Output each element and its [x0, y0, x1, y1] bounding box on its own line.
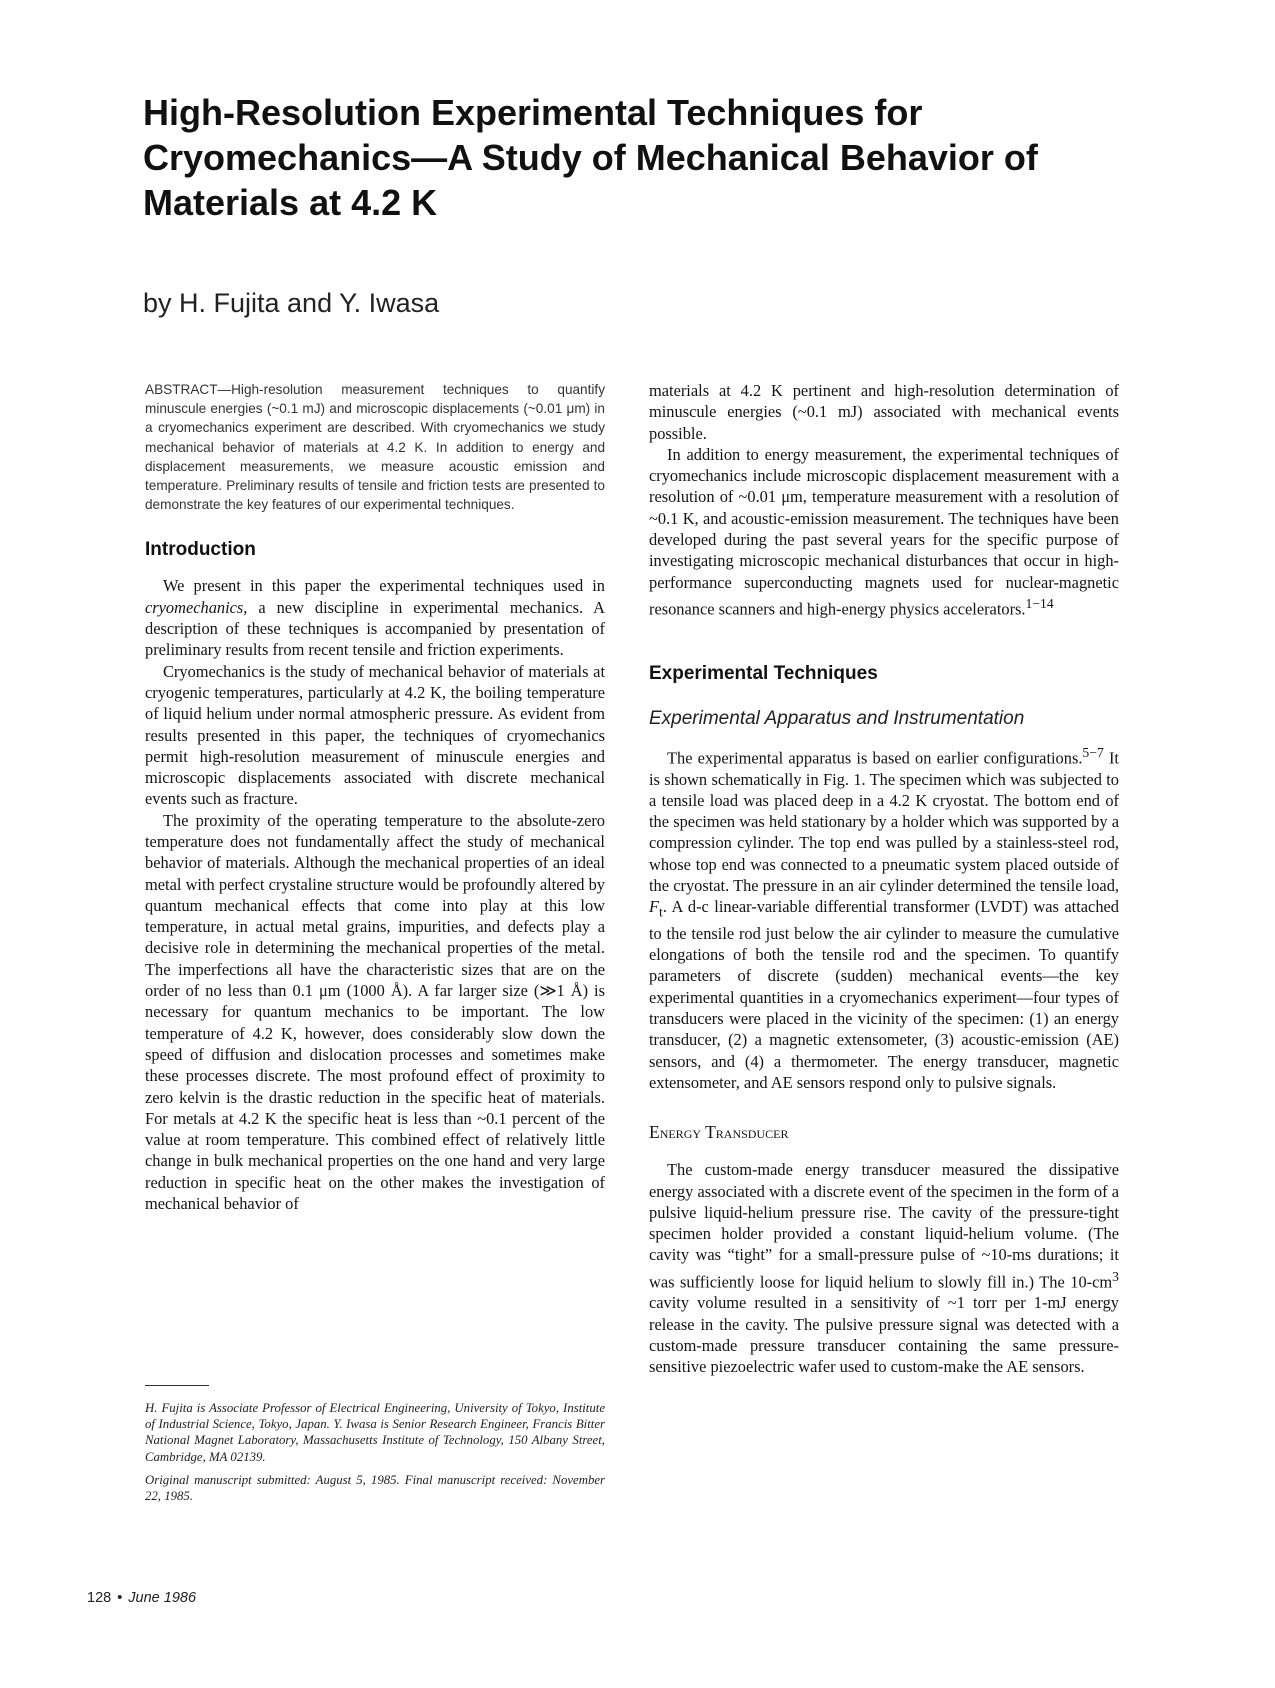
introduction-heading: Introduction — [145, 539, 256, 561]
manuscript-dates-note: Original manuscript submitted: August 5, 1985. Final manuscript received: November 22, 1985. — [145, 1472, 605, 1504]
intro-paragraph-4: In addition to energy measurement, the experimental techniques of cryomechanics include microscopic displacement measurement with a resolution of ~0.01 μm, temperature measurement with a resolution of ~0.1 K, and acoustic-emission measurement. The techniques have been developed during the past several years for the specific purpose of investigating microscopic mechanical disturbances that occur in high-performance superconducting magnets used for nuclear-magnetic resonance scanners and high-energy physics accelerators.$^{1-14}$ — [649, 444, 1119, 619]
tensile-load-symbol: F — [649, 897, 660, 917]
intro-paragraph-2: Cryomechanics is the study of mechanical behavior of materials at cryogenic temperatures, particularly at 4.2 K, the boiling temperature of liquid helium under normal atmospheric pressure. As evident from results presented in this paper, the techniques of cryomechanics permit high-resolution measurement of minuscule energies and microscopic displacements associated with discrete mechanical events such as fracture. — [145, 661, 605, 809]
experimental-techniques-heading: Experimental Techniques — [649, 662, 878, 684]
intro-paragraph-1: We present in this paper the experimental techniques used in cryomechanics, a new discipline in experimental mechanics. A description of these techniques is accompanied by presentation of preliminary results from recent tensile and friction experiments. — [145, 576, 605, 660]
footnotes — [145, 1385, 605, 1511]
author-affiliation-note: H. Fujita is Associate Professor of Electrical Engineering, University of Tokyo, Institute of Industrial Science, Tokyo, Japan. Y. Iwasa is Senior Research Engineer, Francis Bitter National Magnet Laboratory, Massachusetts Institute of Technology, 150 Albany Street, Cambridge, MA 02139. — [145, 1401, 605, 1464]
page-footer — [87, 1590, 196, 1606]
page-number: 128 — [87, 1590, 112, 1606]
abstract: ABSTRACT—High-resolution measurement techniques to quantify minuscule energies (~0.1 mJ) and microscopic displacements (~0.01 μm) in a cryomechanics experiment are described. With cryomechanics we study mechanical behavior of materials at 4.2 K. In addition to energy and displacement measurements, we measure acoustic emission and temperature. Preliminary results of tensile and friction tests are presented to demonstrate the key features of our experimental techniques. — [145, 382, 605, 513]
article-title: High-Resolution Experimental Techniques for Cryomechanics—A Study of Mechanical Behavior of Materials at 4.2 K — [143, 92, 1038, 223]
energy-transducer-paragraph: The custom-made energy transducer measured the dissipative energy associated with a discrete event of the specimen in the form of a pulsive liquid-helium pressure rise. The cavity of the pressure-tight specimen holder provided a constant liquid-helium volume. (The cavity was “tight” for a small-pressure pulse of ~10-ms durations; it was sufficiently loose for liquid helium to slowly fill in.) The $10-cm^3$ cavity volume resulted in a sensitivity of ~1 torr per 1-mJ energy release in the cavity. The pulsive pressure signal was detected with a custom-made pressure transducer containing the same pressure-sensitive piezoelectric wafer used to custom-make the AE sensors. — [649, 1160, 1119, 1377]
footnote-rule — [145, 1385, 209, 1386]
left-column — [145, 380, 605, 1214]
intro-paragraph-3-continued: materials at 4.2 K pertinent and high-resolution determination of minuscule energies (~0.1 mJ) associated with mechanical events possible. — [649, 381, 1119, 443]
footer-separator: • — [117, 1590, 123, 1606]
term-cryomechanics: cryomechanics, — [145, 597, 248, 617]
apparatus-subheading: Experimental Apparatus and Instrumentation — [649, 707, 1025, 729]
issue-date: June 1986 — [128, 1590, 197, 1606]
right-column — [649, 380, 1119, 1378]
intro-paragraph-3: The proximity of the operating temperature to the absolute-zero temperature does not fundamentally affect the study of mechanical behavior of materials. Although the mechanical properties of an ideal metal with perfect crystaline structure would be profoundly altered by quantum mechanical effects that come into play at this low temperature, in actual metal grains, impurities, and defects play a decisive role in determining the mechanical properties of the metal. The imperfections all have the characteristic sizes that are on the order of no less than 0.1 μm (1000 Å). A far larger size (≫1 Å) is necessary for quantum mechanics to be important. The low temperature of 4.2 K, however, does considerably slow down the speed of diffusion and dislocation processes and sometimes make these processes discrete. The most profound effect of proximity to zero kelvin is the drastic reduction in the specific heat of materials. For metals at 4.2 K the specific heat is less than ~0.1 percent of the value at room temperature. This combined effect of relatively little change in bulk mechanical properties on the one hand and very large reduction in specific heat on the other makes the investigation of mechanical behavior of — [145, 810, 605, 1214]
apparatus-paragraph: The experimental apparatus is based on earlier configurations.$^{5-7}$ It is shown schematically in Fig. 1. The specimen which was subjected to a tensile load was placed deep in a 4.2 K cryostat. The bottom end of the specimen was held stationary by a holder which was supported by a compression cylinder. The top end was pulled by a stainless-steel rod, whose top end was connected to a pneumatic system placed outside of the cryostat. The pressure in an air cylinder determined the tensile load, $F_t$. A d-c linear-variable differential transformer (LVDT) was attached to the tensile rod just below the air cylinder to measure the cumulative elongations of both the tensile rod and the specimen. To quantify parameters of discrete (sudden) mechanical events—the key experimental quantities in a cryomechanics experiment—four types of transducers were placed in the vicinity of the specimen: (1) an energy transducer, (2) a magnetic extensometer, (3) acoustic-emission (AE) sensors, and (4) a thermometer. The energy transducer, magnetic extensometer, and AE sensors respond only to pulsive signals. — [649, 744, 1119, 1092]
reference-marker: 1−14 — [1025, 595, 1054, 611]
energy-transducer-heading: Energy Transducer — [649, 1122, 789, 1143]
reference-marker: 5−7 — [1082, 744, 1104, 760]
author-byline: by H. Fujita and Y. Iwasa — [143, 288, 440, 318]
